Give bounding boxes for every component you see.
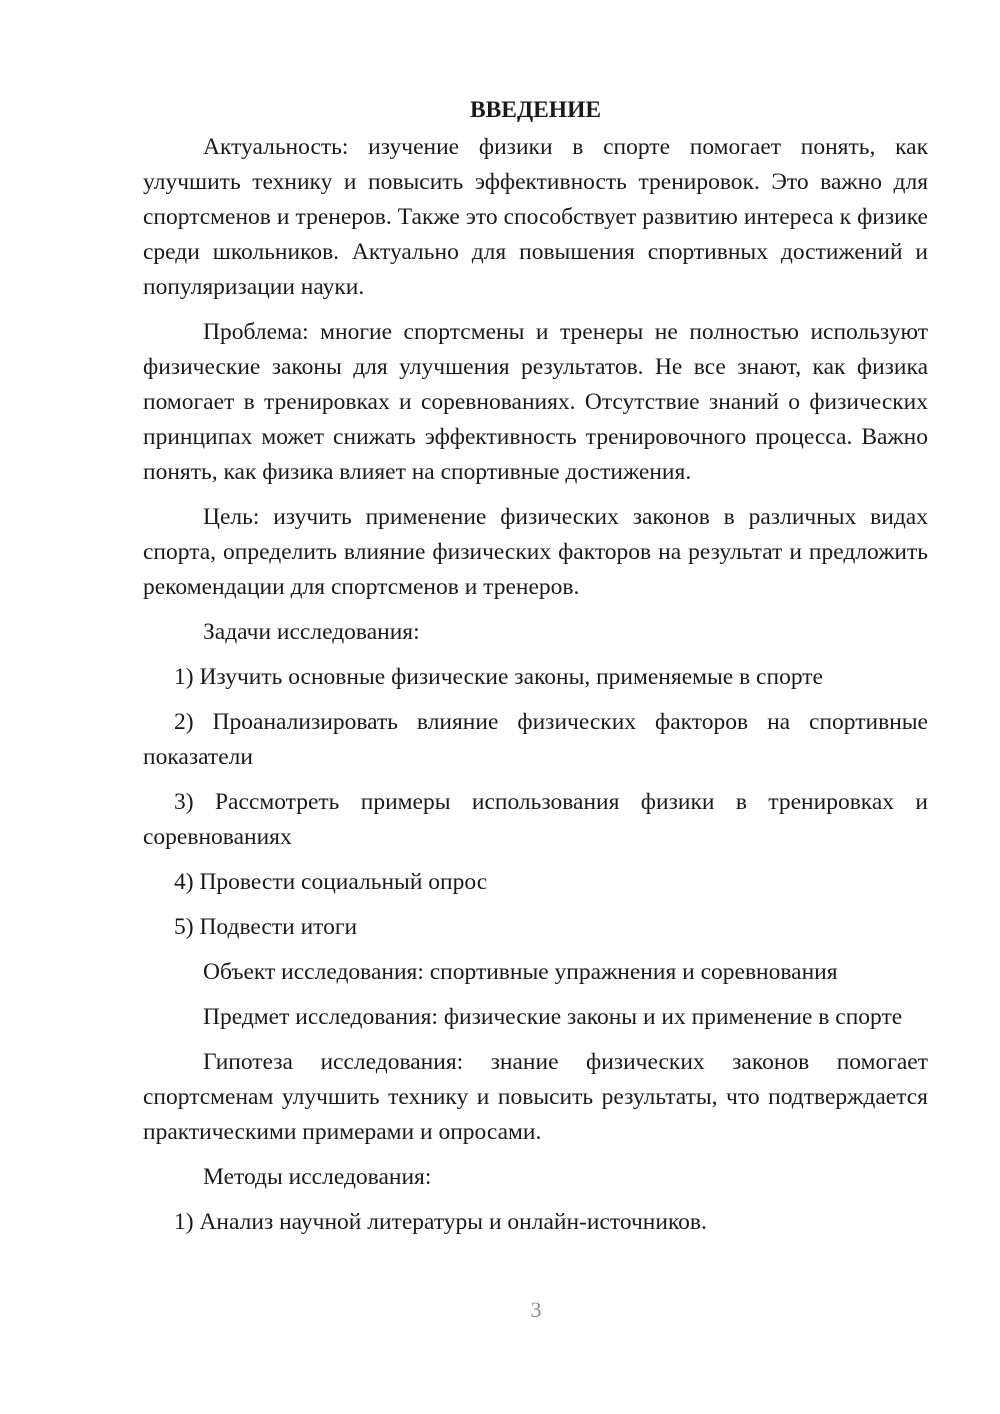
- problem-paragraph: Проблема: многие спортсмены и тренеры не полностью используют физические законы для улучшения результатов. Не все знают, как физика помогает в тренировках и соревнованиях. Отсутствие знаний о физических принципах может снижать эффективность тренировочного процесса. Важно понять, как физика влияет на спортивные достижения.: [143, 319, 928, 485]
- page-content: [143, 93, 928, 1250]
- relevance-paragraph: Актуальность: изучение физики в спорте помогает понять, как улучшить технику и повысить эффективность тренировок. Это важно для спортсменов и тренеров. Также это способствует развитию интереса к физике среди школьников. Актуально для повышения спортивных достижений и популяризации науки.: [143, 134, 928, 300]
- task-item-4: 4) Провести социальный опрос: [174, 869, 488, 895]
- page-number: 3: [530, 1297, 542, 1322]
- hypothesis-paragraph: Гипотеза исследования: знание физических законов помогает спортсменам улучшить технику и повысить результаты, что подтверждается практическими примерами и опросами.: [143, 1049, 928, 1145]
- task-item-5: 5) Подвести итоги: [174, 914, 358, 940]
- goal-paragraph: Цель: изучить применение физических законов в различных видах спорта, определить влияние физических факторов на результат и предложить рекомендации для спортсменов и тренеров.: [143, 504, 928, 600]
- method-item-1: 1) Анализ научной литературы и онлайн-источников.: [174, 1209, 707, 1235]
- tasks-title: Задачи исследования:: [203, 619, 420, 645]
- section-heading: ВВЕДЕНИЕ: [469, 97, 602, 123]
- task-item-1: 1) Изучить основные физические законы, применяемые в спорте: [174, 664, 823, 690]
- subject-paragraph: Предмет исследования: физические законы и их применение в спорте: [203, 1004, 903, 1030]
- task-item-2: 2) Проанализировать влияние физических факторов на спортивные показатели: [143, 709, 928, 770]
- object-paragraph: Объект исследования: спортивные упражнения и соревнования: [203, 959, 838, 985]
- task-item-3: 3) Рассмотреть примеры использования физики в тренировках и соревнованиях: [143, 789, 928, 850]
- methods-title: Методы исследования:: [203, 1164, 432, 1190]
